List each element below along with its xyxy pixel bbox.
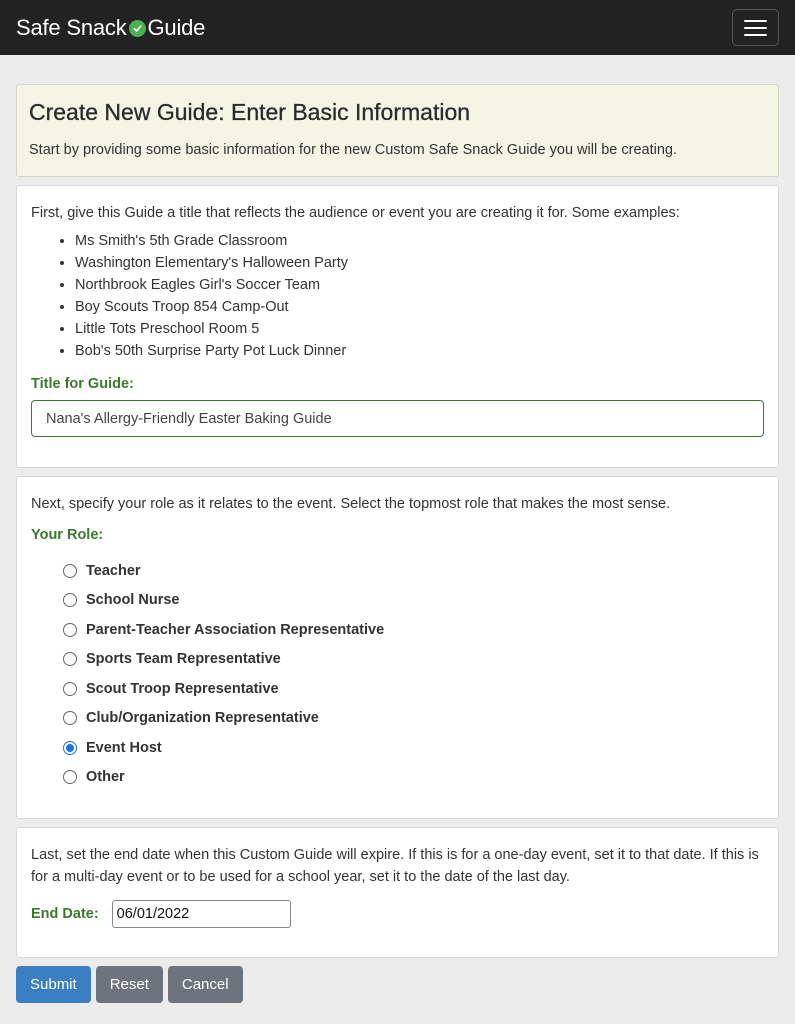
examples-list [31,230,764,362]
title-label: Title for Guide: [31,376,134,392]
role-option-label[interactable]: Club/Organization Representative [86,710,319,727]
role-option-label[interactable]: Teacher [86,562,141,579]
radio-button[interactable] [63,682,77,696]
role-option-label[interactable]: Other [86,769,125,786]
role-option-other[interactable] [63,763,764,793]
role-radio-group [31,556,764,792]
check-circle-icon [129,20,146,37]
role-label: Your Role: [31,527,104,543]
role-option-pta[interactable] [63,615,764,645]
end-date-input[interactable] [112,900,291,928]
title-input[interactable] [31,400,764,437]
radio-button[interactable] [63,623,77,637]
role-option-event-host[interactable] [63,733,764,763]
role-option-school-nurse[interactable] [63,586,764,616]
role-option-sports-team[interactable] [63,645,764,675]
radio-button[interactable] [63,770,77,784]
radio-button[interactable] [63,564,77,578]
brand-text-left: Safe Snack [16,14,127,40]
role-option-label[interactable]: Parent-Teacher Association Representative [86,621,385,638]
list-item: • Little Tots Preschool Room 5 [75,318,764,340]
date-card [16,827,779,958]
page-description: Start by providing some basic information for the new Custom Safe Snack Guide you will be creating. [29,142,677,158]
radio-button[interactable] [63,652,77,666]
role-option-club[interactable] [63,704,764,734]
list-item: • Ms Smith's 5th Grade Classroom [75,230,764,252]
form-buttons [16,966,779,1003]
main-content [0,84,795,1003]
role-card [16,476,779,819]
reset-button[interactable]: Reset [96,966,163,1003]
hamburger-menu-icon[interactable] [732,9,779,46]
page-title: Create New Guide: Enter Basic Information [29,99,471,125]
list-item: • Bob's 50th Surprise Party Pot Luck Dinner [75,340,764,362]
header-panel [16,84,779,177]
navbar [0,0,795,55]
submit-button[interactable]: Submit [16,966,91,1003]
role-option-label[interactable]: Event Host [86,739,162,756]
date-intro: Last, set the end date when this Custom Guide will expire. If this is for a one-day event, set it to that date. If this is for a multi-day event or to be used for a school year, set it to the date of the last day. [31,847,759,885]
role-option-label[interactable]: Sports Team Representative [86,651,281,668]
brand-logo[interactable] [16,15,205,41]
radio-button[interactable] [63,593,77,607]
role-option-label[interactable]: Scout Troop Representative [86,680,279,697]
role-option-teacher[interactable] [63,556,764,586]
role-intro: Next, specify your role as it relates to the event. Select the topmost role that makes the most sense. [31,496,671,512]
brand-text-right: Guide [147,14,206,40]
role-option-scout-troop[interactable] [63,674,764,704]
title-card [16,185,779,468]
list-item: • Northbrook Eagles Girl's Soccer Team [75,274,764,296]
end-date-label: End Date: [31,906,99,922]
role-option-label[interactable]: School Nurse [86,592,180,609]
list-item: • Washington Elementary's Halloween Party [75,252,764,274]
radio-button[interactable] [63,711,77,725]
date-row [31,900,764,928]
title-intro: First, give this Guide a title that reflects the audience or event you are creating it for. Some examples: [31,205,680,221]
radio-button-selected[interactable] [63,741,77,755]
list-item: • Boy Scouts Troop 854 Camp-Out [75,296,764,318]
cancel-button[interactable]: Cancel [168,966,243,1003]
